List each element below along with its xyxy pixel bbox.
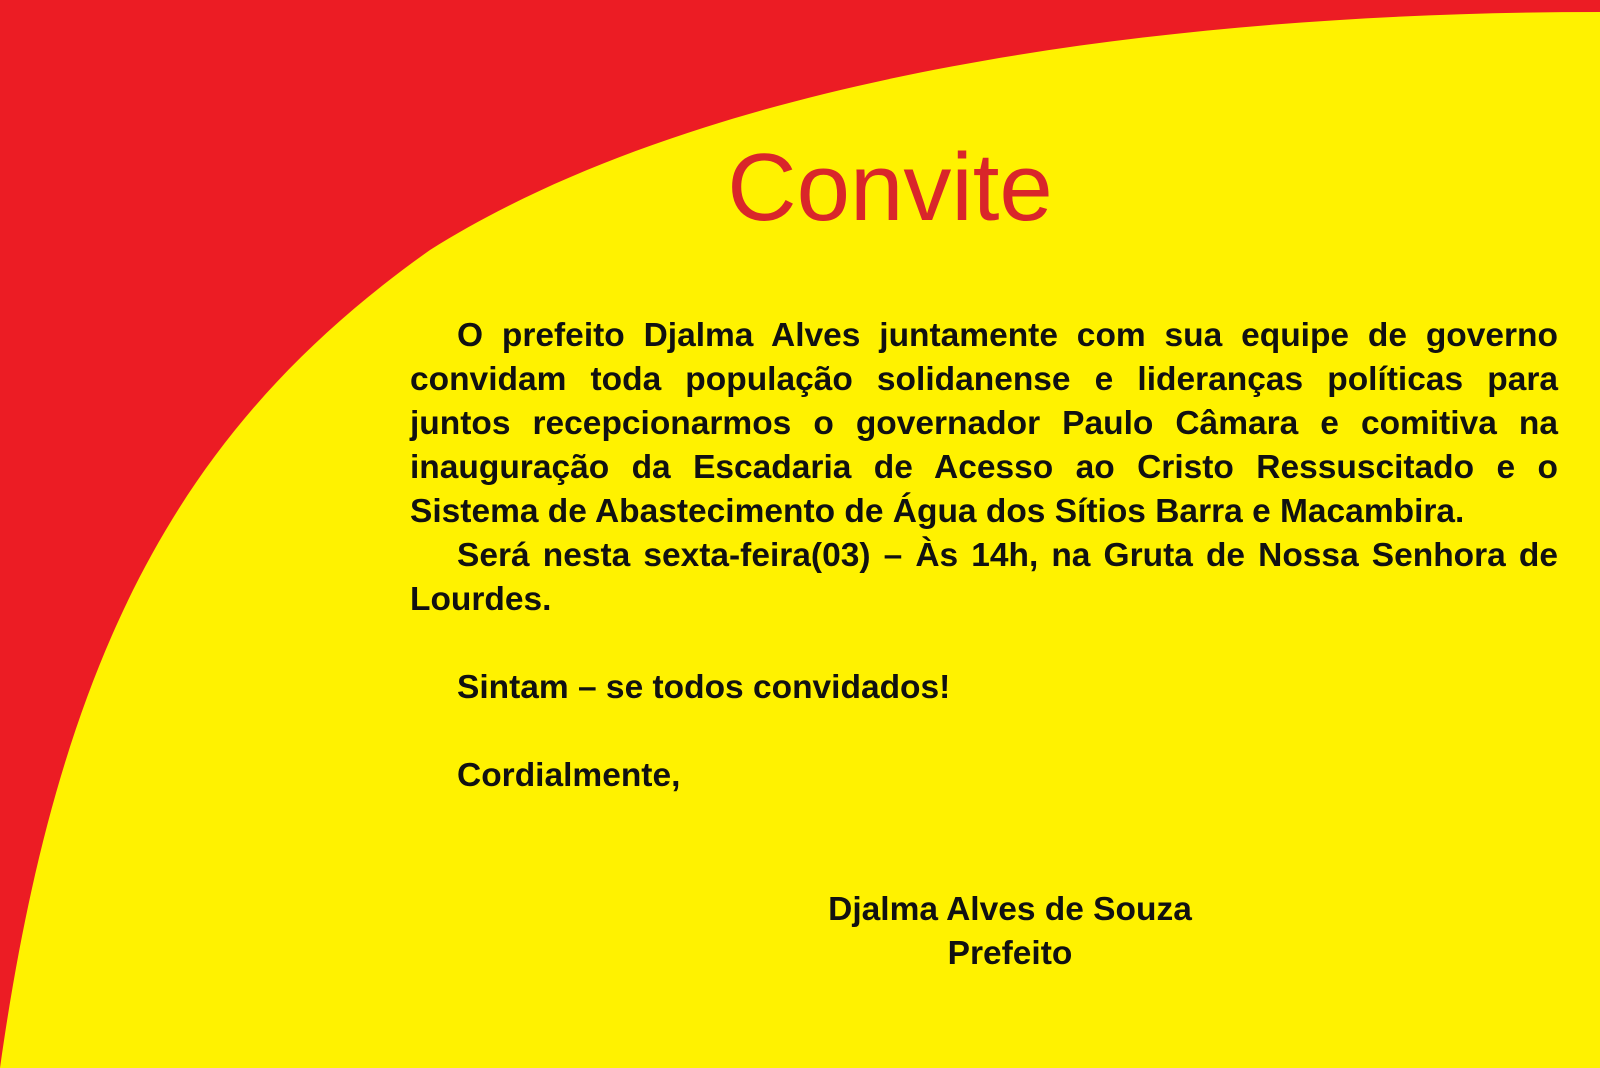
salutation: Cordialmente,	[457, 757, 681, 794]
spacer	[410, 710, 1558, 754]
spacer	[410, 622, 1558, 666]
invitation-title: Convite	[727, 134, 1053, 241]
signature-block	[760, 888, 1260, 976]
closing-line: Sintam – se todos convidados!	[457, 669, 951, 706]
invitation-body	[410, 314, 1558, 798]
invitation-paragraph-main: O prefeito Djalma Alves juntamente com sua equipe de governo convidam toda população solidanense e lideranças políticas para juntos recepcionarmos o governador Paulo Câmara e comitiva na inauguração da Escadaria de Acesso ao Cristo Ressuscitado e o Sistema de Abastecimento de Água dos Sítios Barra e Macambira.	[410, 317, 1558, 530]
signer-role: Prefeito	[947, 935, 1073, 972]
invitation-paragraph-schedule: Será nesta sexta-feira(03) – Às 14h, na Gruta de Nossa Senhora de Lourdes.	[410, 537, 1558, 618]
signer-name: Djalma Alves de Souza	[828, 891, 1192, 928]
